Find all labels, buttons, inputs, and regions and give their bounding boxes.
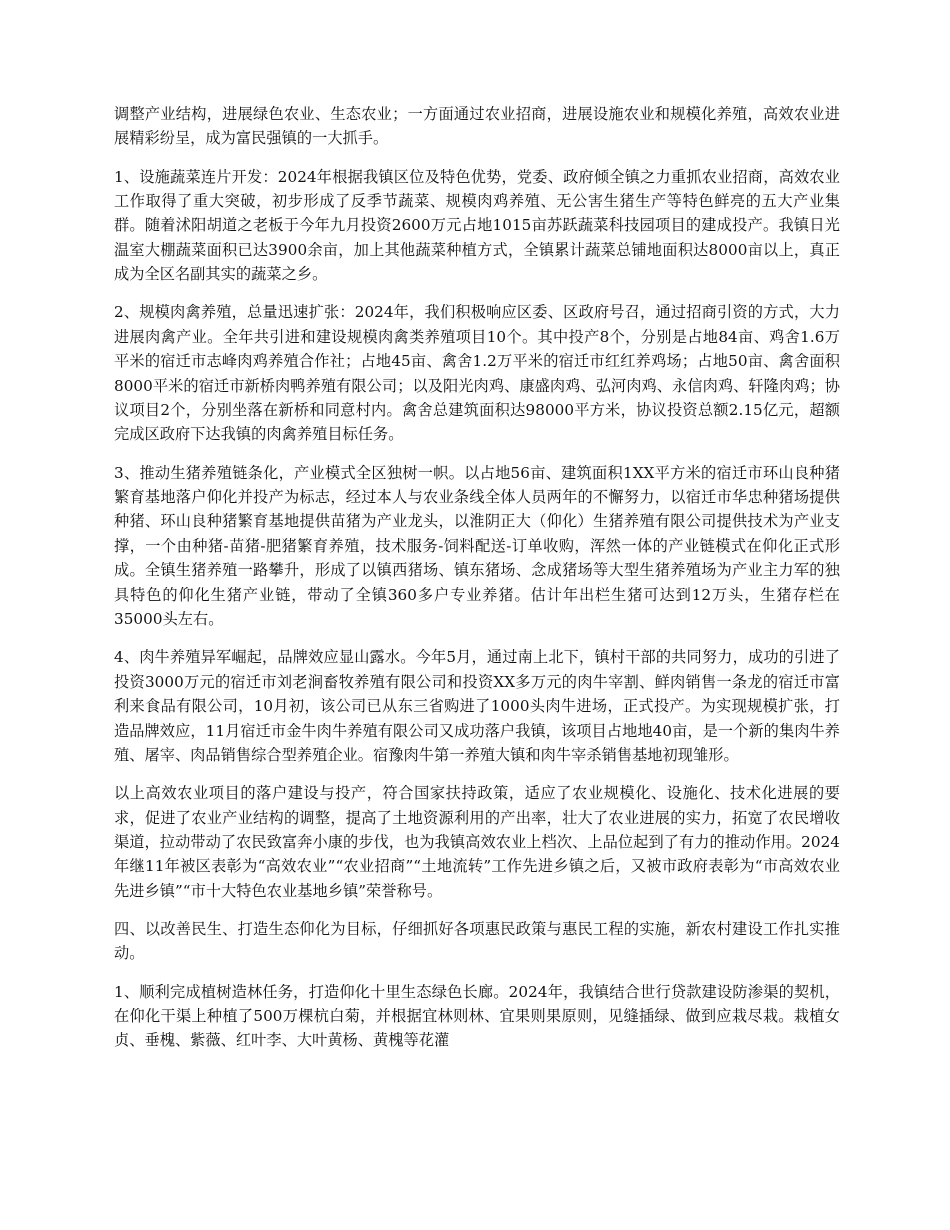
paragraph-summary: 以上高效农业项目的落户建设与投产，符合国家扶持政策，适应了农业规模化、设施化、技术化进展的要求，促进了农业产业结构的调整，提高了土地资源利用的产出率，壮大了农业进展的实力，拓宽了农民增收渠道，拉动带动了农民致富奔小康的步伐，也为我镇高效农业上档次、上品位起到了有力的推动作用。2024年继11年被区表彰为“高效农业”“农业招商”“土地流转”工作先进乡镇之后，又被市政府表彰为“市高效农业先进乡镇”“市十大特色农业基地乡镇”荣誉称号。 xyxy=(114,784,840,900)
section-heading-livelihood: 四、以改善民生、打造生态仰化为目标，仔细抓好各项惠民政策与惠民工程的实施，新农村建设工作扎实推动。 xyxy=(114,919,840,963)
document-body xyxy=(114,102,840,1067)
paragraph-afforestation: 1、顺利完成植树造林任务，打造仰化十里生态绿色长廊。2024年，我镇结合世行贷款建设防渗渠的契机，在仰化干渠上种植了500万棵杭白菊，并根据宜林则林、宜果则果原则，见缝插绿、做到应栽尽栽。栽植女贞、垂槐、紫薇、红叶李、大叶黄杨、黄槐等花灌 xyxy=(114,982,840,1050)
paragraph-pigs: 3、推动生猪养殖链条化，产业模式全区独树一帜。以占地56亩、建筑面积1XX平方米的宿迁市环山良种猪繁育基地落户仰化并投产为标志，经过本人与农业条线全体人员两年的不懈努力，以宿迁市华忠种猪场提供种猪、环山良种猪繁育基地提供苗猪为产业龙头，以淮阴正大（仰化）生猪养殖有限公司提供技术为产业支撑，一个由种猪-苗猪-肥猪繁育养殖，技术服务-饲料配送-订单收购，浑然一体的产业链模式在仰化正式形成。全镇生猪养殖一路攀升，形成了以镇西猪场、镇东猪场、念成猪场等大型生猪养殖场为产业主力军的独具特色的仰化生猪产业链，带动了全镇360多户专业养猪。估计年出栏生猪可达到12万头，生猪存栏在35000头左右。 xyxy=(114,463,840,629)
paragraph-cattle: 4、肉牛养殖异军崛起，品牌效应显山露水。今年5月，通过南上北下，镇村干部的共同努力，成功的引进了投资3000万元的宿迁市刘老涧畜牧养殖有限公司和投资XX多万元的肉牛宰割、鲜肉销售一条龙的宿迁市富利来食品有限公司，10月初，该公司已从东三省购进了1000头肉牛进场，正式投产。为实现规模扩张，打造品牌效应，11月宿迁市金牛肉牛养殖有限公司又成功落户我镇，该项目占地地40亩，是一个新的集肉牛养殖、屠宰、肉品销售综合型养殖企业。宿豫肉牛第一养殖大镇和肉牛宰杀销售基地初现雏形。 xyxy=(114,648,840,764)
paragraph-vegetables: 1、设施蔬菜连片开发：2024年根据我镇区位及特色优势，党委、政府倾全镇之力重抓农业招商，高效农业工作取得了重大突破，初步形成了反季节蔬菜、规模肉鸡养殖、无公害生猪生产等特色鲜亮的五大产业集群。随着沭阳胡道之老板于今年九月投资2600万元占地1015亩苏跃蔬菜科技园项目的建成投产。我镇日光温室大棚蔬菜面积已达3900余亩，加上其他蔬菜种植方式，全镇累计蔬菜总铺地面积达8000亩以上，真正成为全区名副其实的蔬菜之乡。 xyxy=(114,167,840,284)
paragraph-poultry: 2、规模肉禽养殖，总量迅速扩张：2024年，我们积极响应区委、区政府号召，通过招商引资的方式，大力进展肉禽产业。全年共引进和建设规模肉禽类养殖项目10个。其中投产8个，分别是占地84亩、鸡舍1.6万平米的宿迁市志峰肉鸡养殖合作社；占地45亩、禽舍1.2万平米的宿迁市红红养鸡场；占地50亩、禽舍面积8000平米的宿迁市新桥肉鸭养殖有限公司；以及阳光肉鸡、康盛肉鸡、弘河肉鸡、永信肉鸡、轩隆肉鸡；协议项目2个，分别坐落在新桥和同意村内。禽舍总建筑面积达98000平方米，协议投资总额2.15亿元，超额完成区政府下达我镇的肉禽养殖目标任务。 xyxy=(114,303,840,444)
paragraph-intro: 调整产业结构，进展绿色农业、生态农业；一方面通过农业招商，进展设施农业和规模化养殖，高效农业进展精彩纷呈，成为富民强镇的一大抓手。 xyxy=(114,105,840,148)
